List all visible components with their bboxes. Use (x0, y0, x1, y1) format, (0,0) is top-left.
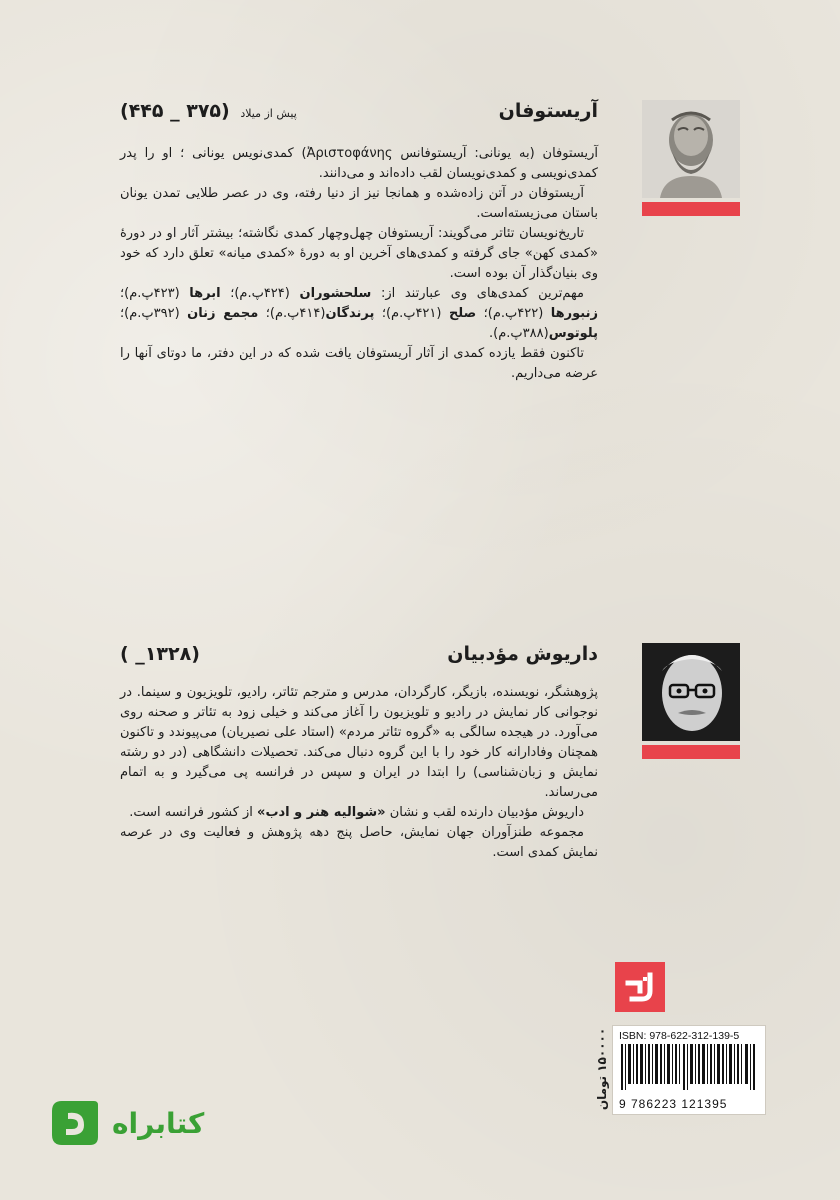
aristophanes-dates-range: (۳۷۵ _ ۴۴۵) (120, 100, 230, 122)
aristophanes-paragraph-3: تاریخ‌نویسان تئاتر می‌گویند: آریستوفان چهل‌وچهار کمدی نگاشته؛ بیشتر آثار او در دورهٔ «کمدی کهن» جای گرفته و کمدی‌های آخرین او به دورهٔ «کمدی میانه» تعلق دارد که خود وی بنیان‌گذار آن بوده است. (120, 226, 598, 281)
aristophanes-paragraph-last: تاکنون فقط یازده کمدی از آثار آریستوفان یافت شده که در این دفتر، ما دوتای آنها را عرضه می‌داریم. (120, 346, 598, 381)
work-title: ابرها (189, 286, 221, 301)
aristophanes-dates-prefix: پیش از میلاد (240, 107, 297, 120)
work-year: (۳۹۲پ.م)؛ (120, 306, 188, 321)
price-label (593, 1025, 611, 1113)
aristophanes-bio (120, 144, 598, 384)
work-title: پلوتوس (548, 326, 598, 341)
moadabian-paragraph-2 (120, 803, 598, 823)
price-text: ۱۵۰۰۰۰ تومان (595, 1027, 609, 1111)
work-year: (۴۱۴پ.م)؛ (258, 306, 326, 321)
moadabian-paragraph-2-end: از کشور فرانسه است. (129, 805, 258, 820)
publisher-logo (615, 962, 665, 1012)
publisher-logo-icon (620, 967, 660, 1007)
work-title: مجمع زنان (187, 306, 259, 321)
work-title: سلحشوران (299, 286, 372, 301)
aristophanes-works-paragraph (120, 284, 598, 344)
aristophanes-name: آریستوفان (498, 100, 598, 122)
moadabian-section (120, 643, 740, 923)
aristophanes-paragraph-2: آریستوفان در آتن زاده‌شده و همانجا نیز از دنیا رفته، وی در عصر طلایی تمدن یونان باستان می‌زیسته‌است. (120, 186, 598, 221)
moadabian-paragraph-2-start: داریوش مؤدبیان دارنده لقب و نشان (385, 805, 584, 820)
work-title: پرندگان (325, 306, 375, 321)
work-year: (۴۲۱پ.م)؛ (374, 306, 449, 321)
moadabian-bio (120, 683, 598, 863)
barcode-number: 9 786223 121395 (619, 1097, 728, 1111)
moadabian-paragraph-1: پژوهشگر، نویسنده، بازیگر، کارگردان، مدرس و مترجم تئاتر، رادیو، تلویزیون و سینما. در نوجوانی کار نمایش در رادیو و تلویزیون را آغاز می‌کند و خیلی زود به تئاتر و صحنه روی می‌آورد. در هیجده سالگی به «گروه تئاتر مردم» (استاد علی نصیریان) می‌پیوندد و تاکنون همچنان وفادارانه کار خود را با این گروه دنبال می‌کند. تحصیلات دانشگاهی (در دو رشته نمایش و زبان‌شناسی) را ابتدا در ایران و سپس در فرانسه پی می‌گیرد و به اتمام می‌رساند. (120, 685, 598, 800)
moadabian-name: داریوش مؤدبیان (447, 643, 598, 665)
work-year: (۳۸۸پ.م). (489, 326, 549, 341)
barcode-bars (621, 1044, 755, 1090)
isbn-barcode (612, 1025, 766, 1115)
aristophanes-portrait-bar (642, 202, 740, 216)
work-year: (۴۲۲پ.م)؛ (476, 306, 551, 321)
aristophanes-paragraph-1: آریستوفان (به یونانی: آریستوفانس Ἀριστοφάνης) کمدی‌نویس یونانی ؛ او را پدر کمدی‌نویسی و کمدی‌نویسان لقب داده‌اند و می‌دانند. (120, 146, 598, 181)
work-year: (۴۲۳پ.م)؛ (120, 286, 190, 301)
ketabrah-logo-icon (44, 1095, 106, 1151)
works-intro: مهم‌ترین کمدی‌های وی عبارتند از: (371, 286, 584, 301)
ketabrah-brand (44, 1093, 204, 1153)
aristophanes-dates (120, 100, 297, 122)
aristophanes-section (120, 100, 740, 430)
aristophanes-bust-image (642, 100, 740, 198)
moadabian-photo-image (642, 643, 740, 741)
work-year: (۴۲۴پ.م)؛ (220, 286, 300, 301)
isbn-text: ISBN: 978-622-312-139-5 (619, 1030, 740, 1042)
moadabian-award: «شوالیه هنر و ادب» (257, 805, 386, 820)
work-title: صلح (448, 306, 477, 321)
moadabian-dates: (۱۳۲۸_ ) (120, 643, 200, 665)
aristophanes-portrait (642, 100, 740, 212)
moadabian-portrait-bar (642, 745, 740, 759)
ketabrah-brand-text: کتابراه (112, 1106, 205, 1140)
work-title: زنبورها (550, 306, 598, 321)
moadabian-portrait (642, 643, 740, 755)
moadabian-paragraph-3: مجموعه طنزآوران جهان نمایش، حاصل پنج دهه پژوهش و فعالیت وی در عرصه نمایش کمدی است. (120, 825, 598, 860)
